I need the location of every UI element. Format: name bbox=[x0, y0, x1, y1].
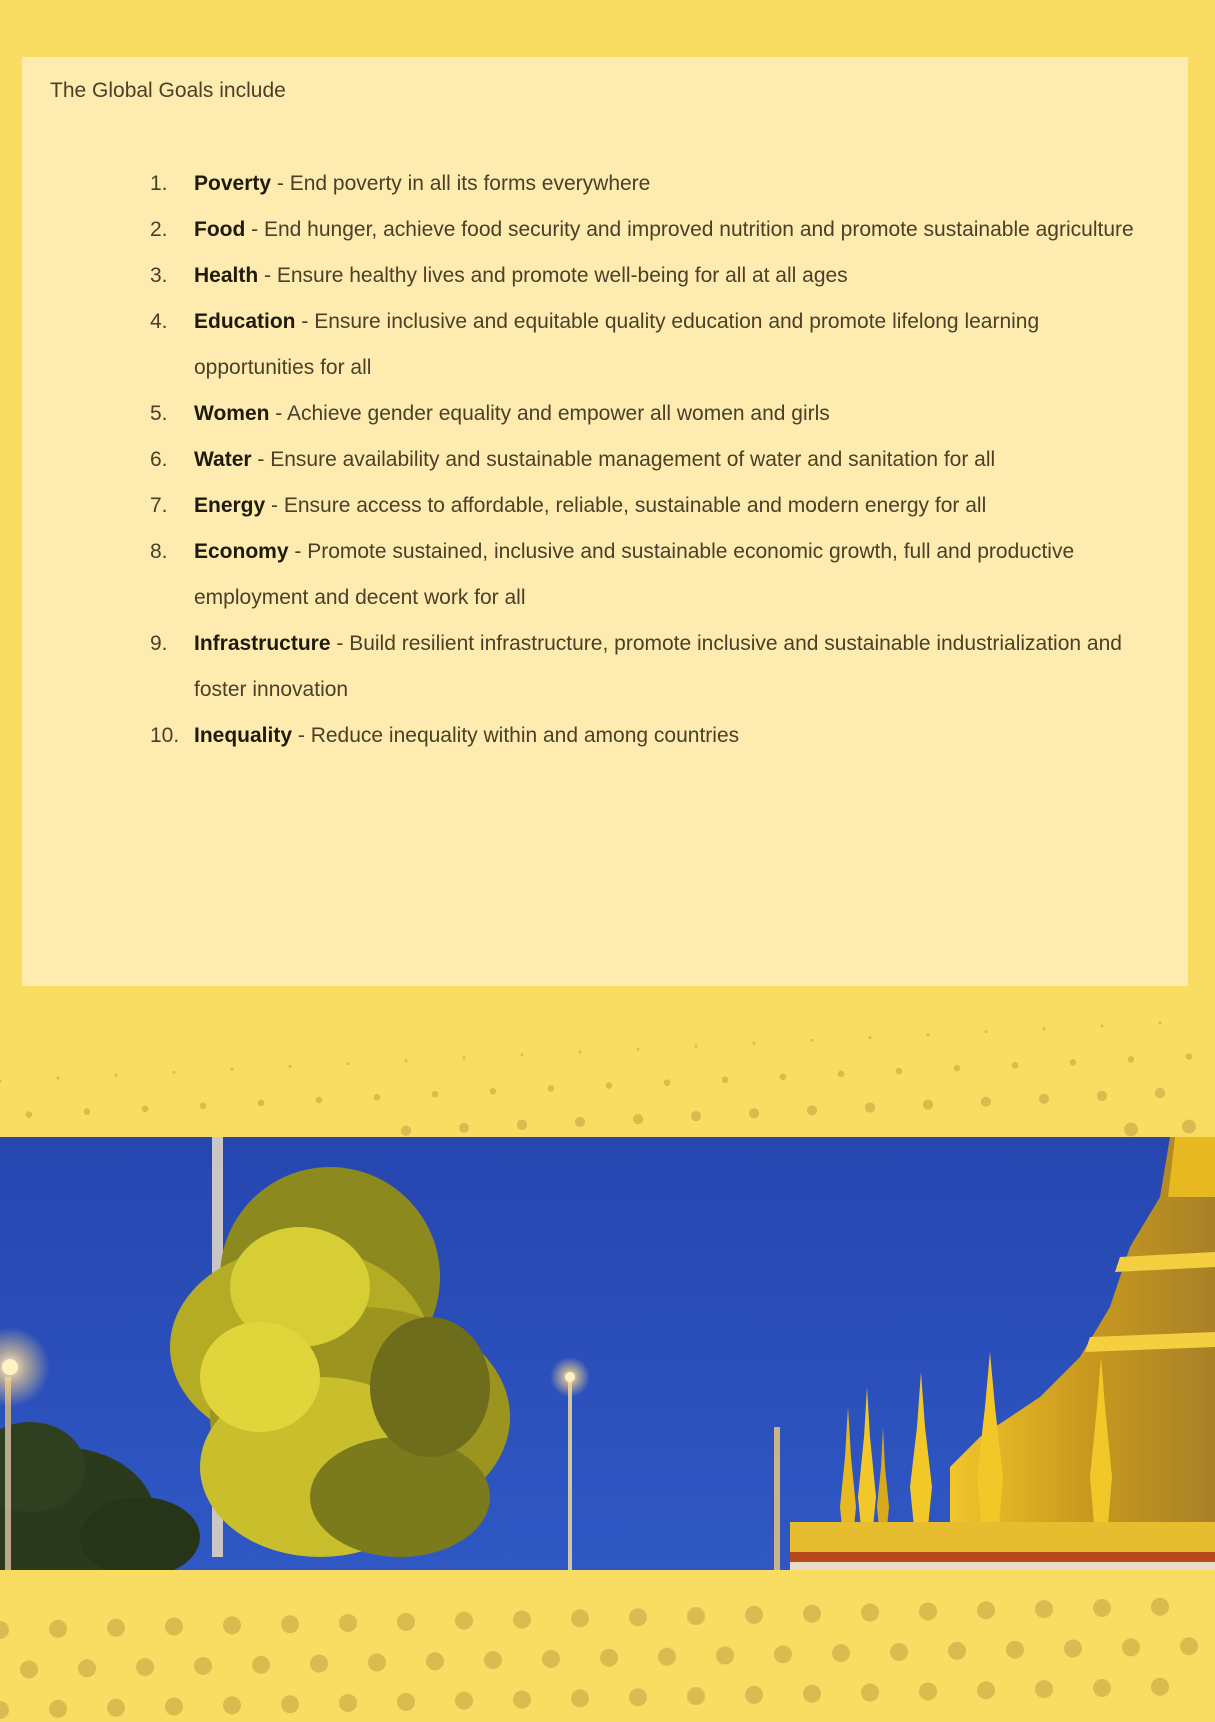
decorative-dot bbox=[1182, 1120, 1196, 1134]
goal-separator: - bbox=[245, 218, 264, 241]
decorative-dot bbox=[1186, 1053, 1193, 1060]
decorative-dot bbox=[1151, 1678, 1169, 1696]
decorative-dot bbox=[629, 1688, 647, 1706]
goal-description: Reduce inequality within and among countries bbox=[310, 724, 740, 747]
decorative-dot bbox=[954, 1065, 961, 1072]
decorative-dot bbox=[1151, 1598, 1169, 1616]
decorative-dot bbox=[861, 1604, 879, 1622]
goal-item bbox=[150, 713, 1160, 759]
decorative-dot bbox=[426, 1652, 444, 1670]
goals-list bbox=[150, 161, 1160, 759]
goal-number: 2. bbox=[150, 218, 168, 241]
goal-term: Inequality bbox=[194, 724, 293, 747]
decorative-dot bbox=[811, 1039, 814, 1042]
decorative-dot bbox=[107, 1699, 125, 1717]
decorative-dot bbox=[26, 1111, 33, 1118]
decorative-dot bbox=[397, 1613, 415, 1631]
decorative-dot bbox=[49, 1700, 67, 1718]
decorative-dot bbox=[1180, 1637, 1198, 1655]
decorative-dot bbox=[571, 1689, 589, 1707]
goal-term: Infrastructure bbox=[194, 632, 331, 655]
decorative-dot bbox=[521, 1053, 524, 1056]
decorative-dot bbox=[142, 1105, 149, 1112]
goal-number: 6. bbox=[150, 448, 168, 471]
decorative-dot bbox=[749, 1108, 759, 1118]
decorative-dot bbox=[803, 1605, 821, 1623]
decorative-dot bbox=[136, 1658, 154, 1676]
decorative-dot bbox=[1093, 1599, 1111, 1617]
decorative-dot bbox=[339, 1614, 357, 1632]
goal-item bbox=[150, 391, 1160, 437]
decorative-dot bbox=[687, 1687, 705, 1705]
decorative-dot bbox=[658, 1648, 676, 1666]
decorative-dot bbox=[890, 1643, 908, 1661]
decorative-dot bbox=[0, 1080, 2, 1083]
decorative-dot bbox=[49, 1620, 67, 1638]
decorative-dot bbox=[484, 1651, 502, 1669]
goals-content-box bbox=[22, 57, 1188, 986]
decorative-dot bbox=[0, 1701, 9, 1719]
decorative-dot bbox=[1035, 1600, 1053, 1618]
goal-term: Health bbox=[194, 264, 259, 287]
decorative-dot bbox=[985, 1030, 988, 1033]
decorative-dot bbox=[542, 1650, 560, 1668]
decorative-dot bbox=[252, 1656, 270, 1674]
decorative-dot bbox=[687, 1607, 705, 1625]
goal-number: 10. bbox=[150, 724, 180, 747]
decorative-dot bbox=[1101, 1024, 1104, 1027]
decorative-dot bbox=[57, 1077, 60, 1080]
dot-pattern-middle bbox=[0, 986, 1215, 1137]
decorative-dot bbox=[691, 1111, 701, 1121]
decorative-dot bbox=[455, 1612, 473, 1630]
decorative-dot bbox=[432, 1091, 439, 1098]
decorative-dot bbox=[722, 1076, 729, 1083]
decorative-dot bbox=[1043, 1027, 1046, 1030]
decorative-dot bbox=[1039, 1094, 1049, 1104]
goal-description: Promote sustained, inclusive and sustainable economic growth, full and productive employment and decent work for all bbox=[194, 540, 1075, 609]
decorative-dot bbox=[575, 1117, 585, 1127]
goal-number: 7. bbox=[150, 494, 168, 517]
goal-separator: - bbox=[269, 402, 287, 425]
decorative-dot bbox=[579, 1051, 582, 1054]
goal-number: 1. bbox=[150, 172, 168, 195]
goal-separator: - bbox=[251, 448, 271, 471]
goal-separator: - bbox=[330, 632, 350, 655]
pagoda-photo bbox=[0, 1137, 1215, 1570]
goal-separator: - bbox=[288, 540, 308, 563]
decorative-dot bbox=[629, 1608, 647, 1626]
decorative-dot bbox=[490, 1088, 497, 1095]
dot-pattern-bottom bbox=[0, 1570, 1215, 1722]
goal-number: 4. bbox=[150, 310, 168, 333]
goal-item bbox=[150, 299, 1160, 391]
decorative-dot bbox=[803, 1685, 821, 1703]
decorative-dot bbox=[455, 1692, 473, 1710]
decorative-dot bbox=[548, 1085, 555, 1092]
decorative-dot bbox=[258, 1100, 265, 1107]
decorative-dot bbox=[919, 1682, 937, 1700]
goal-term: Women bbox=[194, 402, 270, 425]
decorative-dot bbox=[1159, 1022, 1162, 1025]
decorative-dot bbox=[289, 1065, 292, 1068]
decorative-dot bbox=[716, 1647, 734, 1665]
goal-description: End poverty in all its forms everywhere bbox=[289, 172, 651, 195]
decorative-dot bbox=[606, 1082, 613, 1089]
goal-number: 8. bbox=[150, 540, 168, 563]
decorative-dot bbox=[1035, 1680, 1053, 1698]
decorative-dot bbox=[84, 1108, 91, 1115]
decorative-dot bbox=[869, 1036, 872, 1039]
decorative-dot bbox=[745, 1606, 763, 1624]
goal-item bbox=[150, 437, 1160, 483]
decorative-dot bbox=[194, 1657, 212, 1675]
decorative-dot bbox=[20, 1660, 38, 1678]
decorative-dot bbox=[347, 1062, 350, 1065]
goal-item bbox=[150, 621, 1160, 713]
goal-item bbox=[150, 483, 1160, 529]
decorative-dot bbox=[780, 1074, 787, 1081]
decorative-dot bbox=[107, 1619, 125, 1637]
decorative-dot bbox=[865, 1102, 875, 1112]
goal-term: Energy bbox=[194, 494, 266, 517]
decorative-dot bbox=[368, 1653, 386, 1671]
decorative-dot bbox=[231, 1068, 234, 1071]
decorative-dot bbox=[310, 1655, 328, 1673]
decorative-dot bbox=[600, 1649, 618, 1667]
decorative-dot bbox=[664, 1079, 671, 1086]
decorative-dot bbox=[807, 1105, 817, 1115]
decorative-dot bbox=[374, 1094, 381, 1101]
decorative-dot bbox=[0, 1621, 9, 1639]
goal-separator: - bbox=[258, 264, 277, 287]
decorative-dot bbox=[281, 1615, 299, 1633]
decorative-dot bbox=[223, 1696, 241, 1714]
decorative-dot bbox=[165, 1618, 183, 1636]
decorative-dot bbox=[633, 1114, 643, 1124]
intro-heading: The Global Goals include bbox=[50, 79, 286, 102]
decorative-dot bbox=[981, 1097, 991, 1107]
decorative-dot bbox=[459, 1123, 469, 1133]
decorative-dot bbox=[397, 1693, 415, 1711]
goal-description: Ensure healthy lives and promote well-being for all at all ages bbox=[276, 264, 848, 287]
decorative-dot bbox=[1128, 1056, 1135, 1063]
decorative-dot bbox=[977, 1601, 995, 1619]
decorative-dot bbox=[1155, 1088, 1165, 1098]
decorative-dot bbox=[948, 1642, 966, 1660]
goal-item bbox=[150, 161, 1160, 207]
decorative-dot bbox=[1097, 1091, 1107, 1101]
goal-term: Poverty bbox=[194, 172, 272, 195]
goal-description: Build resilient infrastructure, promote inclusive and sustainable industrialization and foster innovation bbox=[194, 632, 1122, 701]
decorative-dot bbox=[1012, 1062, 1019, 1069]
decorative-dot bbox=[1124, 1123, 1138, 1137]
decorative-dot bbox=[78, 1659, 96, 1677]
decorative-dot bbox=[832, 1644, 850, 1662]
decorative-dot bbox=[1122, 1638, 1140, 1656]
goal-description: Ensure inclusive and equitable quality education and promote lifelong learning opportunities for all bbox=[194, 310, 1040, 379]
decorative-dot bbox=[405, 1059, 408, 1062]
decorative-dot bbox=[745, 1686, 763, 1704]
goal-description: Achieve gender equality and empower all women and girls bbox=[286, 402, 830, 425]
goal-number: 5. bbox=[150, 402, 168, 425]
goal-description: Ensure availability and sustainable management of water and sanitation for all bbox=[270, 448, 996, 471]
decorative-dot bbox=[339, 1694, 357, 1712]
decorative-dot bbox=[637, 1048, 640, 1051]
decorative-dot bbox=[513, 1611, 531, 1629]
goal-separator: - bbox=[271, 172, 290, 195]
goal-term: Economy bbox=[194, 540, 289, 563]
decorative-dot bbox=[838, 1071, 845, 1078]
goal-separator: - bbox=[265, 494, 284, 517]
goal-description: End hunger, achieve food security and improved nutrition and promote sustainable agriculture bbox=[263, 218, 1134, 241]
decorative-dot bbox=[1070, 1059, 1077, 1066]
decorative-dot bbox=[463, 1056, 466, 1059]
decorative-dot bbox=[923, 1100, 933, 1110]
goal-term: Education bbox=[194, 310, 296, 333]
goal-description: Ensure access to affordable, reliable, sustainable and modern energy for all bbox=[283, 494, 987, 517]
decorative-dot bbox=[200, 1103, 207, 1110]
goal-term: Water bbox=[194, 448, 252, 471]
decorative-dot bbox=[281, 1695, 299, 1713]
decorative-dot bbox=[173, 1071, 176, 1074]
goal-item bbox=[150, 529, 1160, 621]
decorative-dot bbox=[1006, 1641, 1024, 1659]
decorative-dot bbox=[977, 1681, 995, 1699]
decorative-dot bbox=[753, 1042, 756, 1045]
decorative-dot bbox=[571, 1609, 589, 1627]
decorative-dot bbox=[919, 1602, 937, 1620]
pagoda-photo-illustration bbox=[0, 1137, 1215, 1570]
decorative-dot bbox=[513, 1691, 531, 1709]
decorative-dot bbox=[316, 1097, 323, 1104]
goal-term: Food bbox=[194, 218, 246, 241]
decorative-dot bbox=[1064, 1640, 1082, 1658]
decorative-dot bbox=[927, 1033, 930, 1036]
decorative-dot bbox=[517, 1120, 527, 1130]
goal-number: 3. bbox=[150, 264, 168, 287]
goal-item bbox=[150, 253, 1160, 299]
goal-number: 9. bbox=[150, 632, 168, 655]
decorative-dot bbox=[223, 1616, 241, 1634]
decorative-dot bbox=[774, 1645, 792, 1663]
decorative-dot bbox=[861, 1684, 879, 1702]
decorative-dot bbox=[401, 1126, 411, 1136]
decorative-dot bbox=[896, 1068, 903, 1075]
goal-item bbox=[150, 207, 1160, 253]
decorative-dot bbox=[165, 1698, 183, 1716]
decorative-dot bbox=[695, 1045, 698, 1048]
goal-separator: - bbox=[292, 724, 311, 747]
decorative-dot bbox=[1093, 1679, 1111, 1697]
top-margin-band bbox=[0, 0, 1215, 57]
goal-separator: - bbox=[295, 310, 315, 333]
decorative-dot bbox=[115, 1074, 118, 1077]
